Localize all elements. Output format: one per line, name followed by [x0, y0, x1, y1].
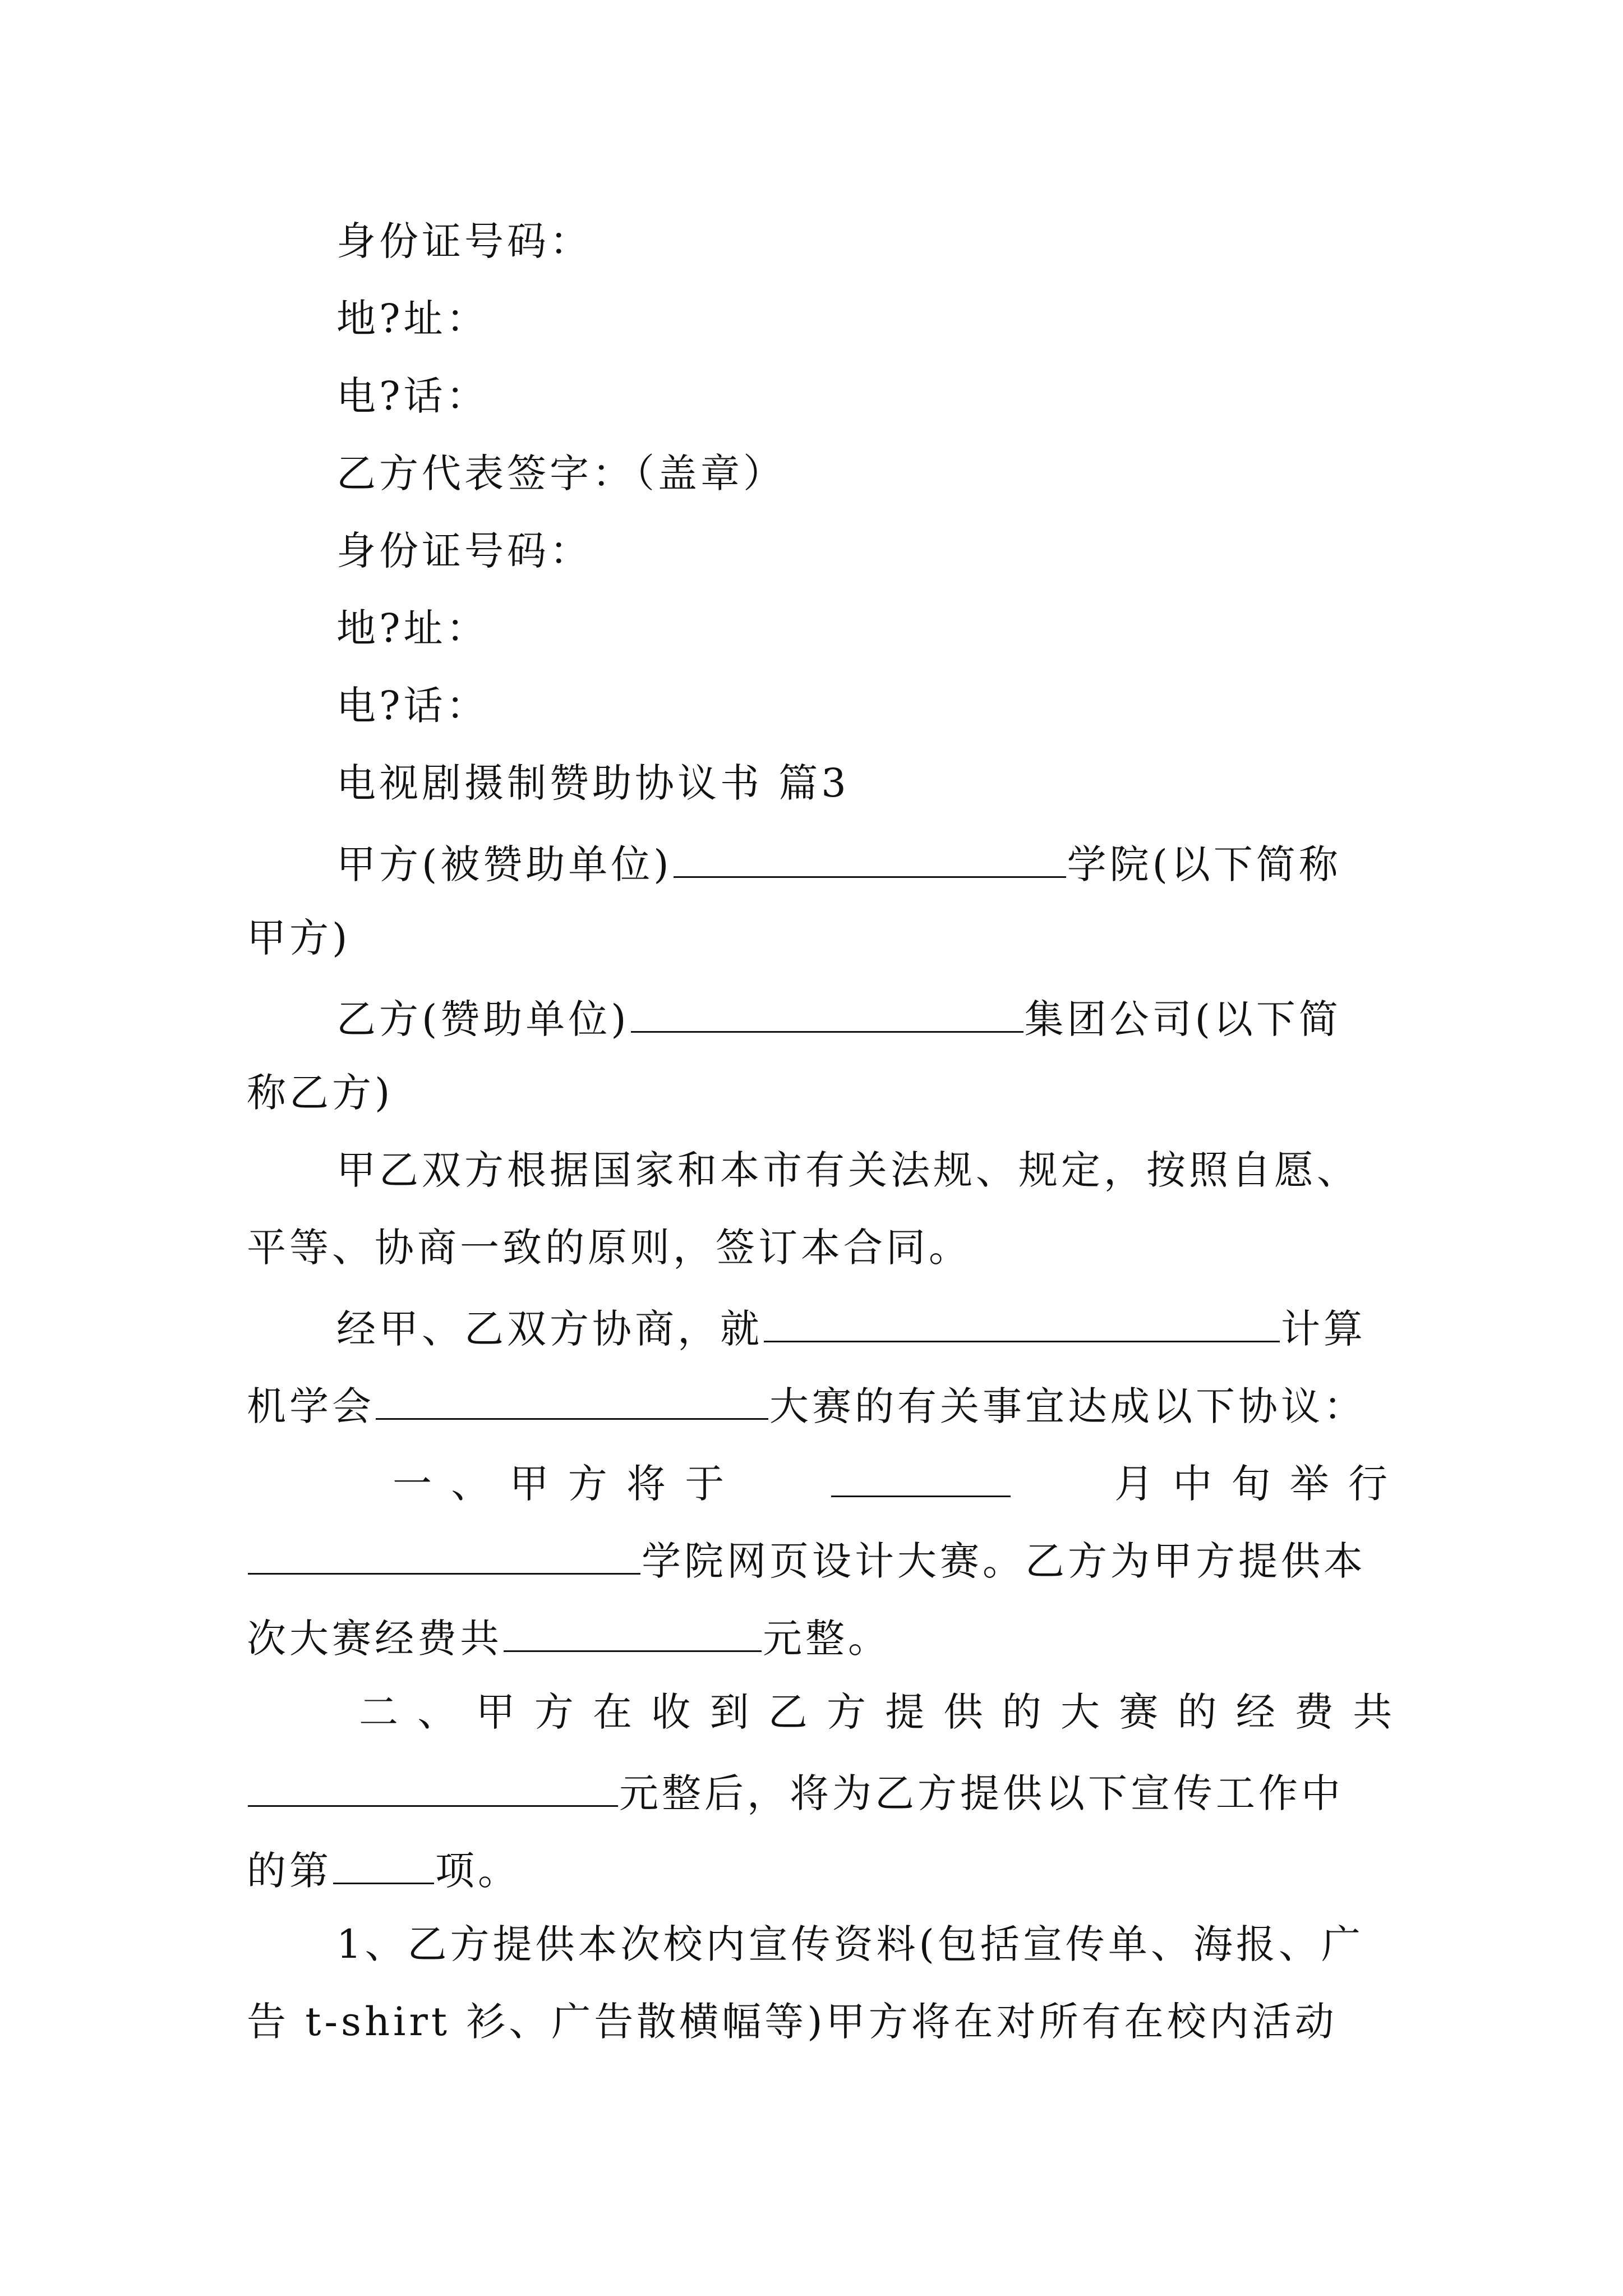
paragraph-principle: 甲乙双方根据国家和本市有关法规、规定，按照自愿、 — [336, 1147, 1359, 1193]
phone-label-1: 电?话： — [336, 373, 489, 419]
address-label-2: 地?址： — [336, 605, 489, 651]
clause-two-continued: 元整后，将为乙方提供以下宣传工作中 — [247, 1761, 1391, 1821]
phone-label-2: 电?话： — [336, 683, 489, 729]
clause-two: 二 、 甲 方 在 收 到 乙 方 提 供 的 大 赛 的 经 费 共 — [359, 1689, 1396, 1735]
blank-field — [504, 1607, 762, 1652]
section-title: 电视剧摄制赞助协议书 篇3 — [336, 760, 850, 806]
paragraph-principle-continued: 平等、协商一致的原则，签订本合同。 — [247, 1225, 971, 1271]
paragraph-agreement: 经甲、乙双方协商，就 计算 — [336, 1297, 1391, 1357]
item-one: 1、乙方提供本次校内宣传资料(包括宣传单、海报、广 — [336, 1921, 1364, 1967]
blank-field — [764, 1297, 1280, 1342]
item-one-continued: 告 t-shirt 衫、广告散横幅等)甲方将在对所有在校内活动 — [247, 1999, 1338, 2045]
party-b-continued: 称乙方) — [247, 1070, 394, 1116]
clause-one-continued: 学院网页设计大赛。乙方为甲方提供本 — [247, 1529, 1391, 1589]
clause-one: 一 、 甲 方 将 于 月 中 旬 举 行 — [393, 1452, 1391, 1512]
blank-field — [333, 1839, 434, 1884]
clause-one-funding: 次大赛经费共 元整。 — [247, 1607, 1391, 1667]
paragraph-agreement-continued: 机学会 大赛的有关事宜达成以下协议： — [247, 1374, 1391, 1434]
blank-field — [376, 1374, 768, 1420]
party-a-line: 甲方(被赞助单位) 学院(以下简称 — [336, 832, 1391, 892]
party-a-continued: 甲方) — [247, 915, 351, 961]
blank-field — [831, 1452, 1011, 1497]
blank-field — [674, 832, 1066, 878]
party-b-line: 乙方(赞助单位) 集团公司(以下简 — [336, 987, 1391, 1047]
id-number-label-2: 身份证号码： — [336, 528, 592, 574]
address-label-1: 地?址： — [336, 296, 489, 342]
blank-field — [631, 987, 1023, 1033]
blank-field — [248, 1529, 640, 1575]
id-number-label-1: 身份证号码： — [336, 218, 592, 264]
party-b-signature-label: 乙方代表签字：（盖章） — [336, 450, 786, 496]
blank-field — [248, 1761, 618, 1807]
clause-two-item: 的第 项。 — [247, 1839, 1391, 1899]
